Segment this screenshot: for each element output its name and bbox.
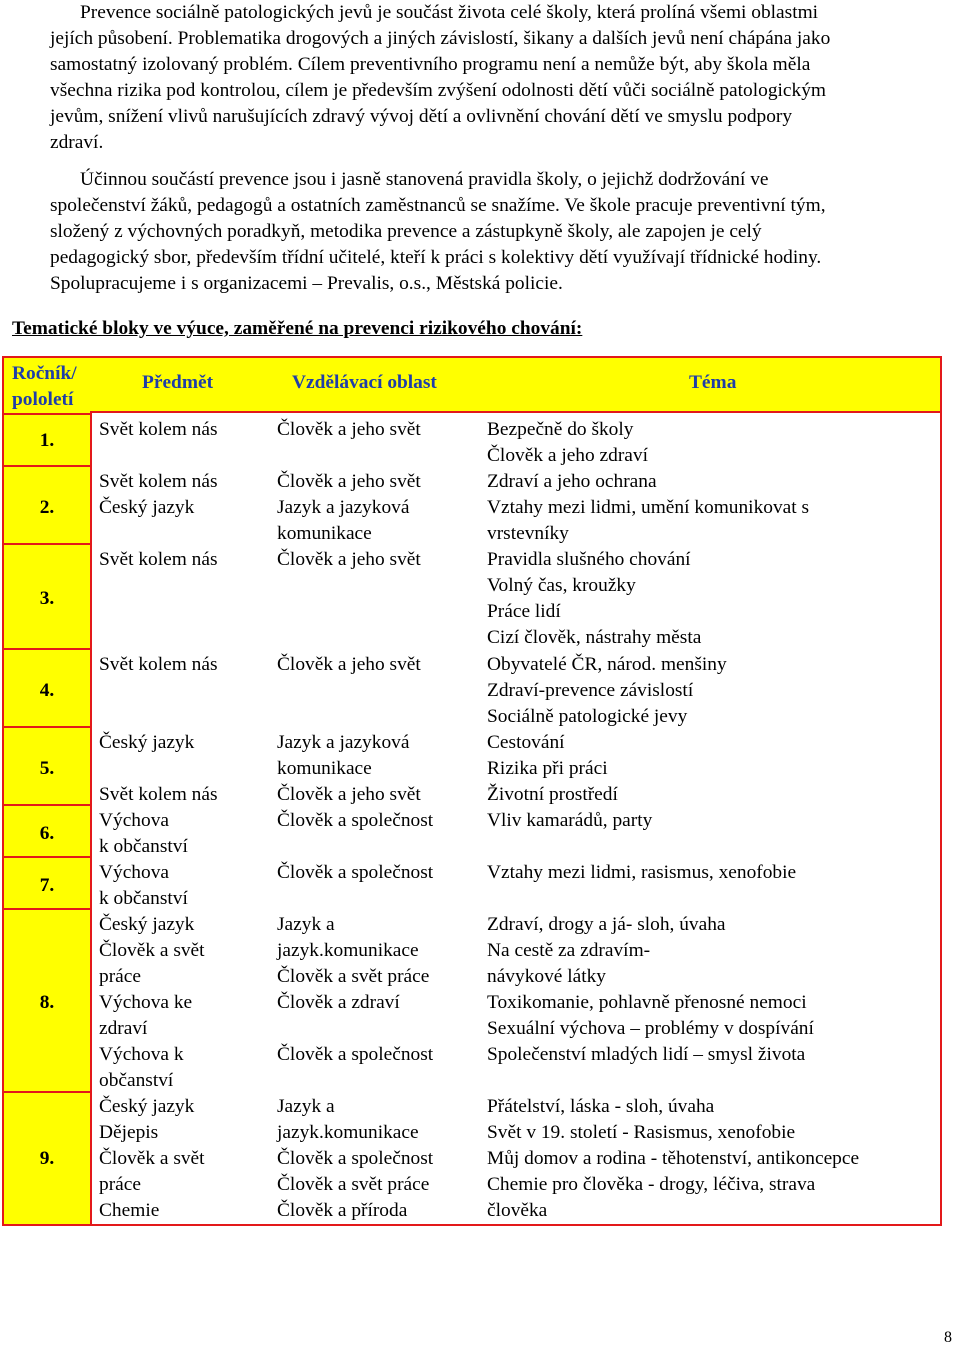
grade-label: 4. (39, 680, 55, 701)
text-line: složený z výchovných poradkyň, metodika prevence a zástupkyně školy, ale zapojen je celý (50, 221, 762, 242)
topics-table (2, 356, 942, 1226)
subject-cell: Český jazyk Člověk a svět práce Výchova ke zdraví Výchova k občanství (99, 914, 205, 1091)
topic-cell: Přátelství, láska - sloh, úvaha Svět v 19. století - Rasismus, xenofobie Můj domov a rodina - těhotenství, antikoncepce Chemie pro člověka - drogy, léčiva, strava člověka (487, 1096, 860, 1221)
subject-cell: Výchova k občanství (99, 862, 188, 909)
area-cell: Člověk a společnost (277, 810, 434, 831)
grade-divider (4, 908, 90, 910)
topic-cell: Zdraví a jeho ochrana Vztahy mezi lidmi, umění komunikovat s vrstevníky (487, 471, 810, 544)
topic-cell: Vliv kamarádů, party (487, 810, 653, 831)
prevention-paragraph (50, 167, 958, 297)
grade-divider (4, 413, 90, 415)
header-grade: Ročník/ pololetí (12, 363, 77, 410)
text-line: společenství žáků, pedagogů a ostatních zaměstnanců se snažíme. Ve škole pracuje preventivní tým, (50, 195, 826, 216)
area-cell: Člověk a jeho svět (277, 654, 421, 675)
page-number: 8 (944, 1329, 952, 1346)
text-line: zdraví. (50, 132, 104, 153)
topic-cell: Vztahy mezi lidmi, rasismus, xenofobie (487, 862, 797, 883)
area-cell: Člověk a společnost (277, 862, 434, 883)
topic-cell: Cestování Rizika při práci Životní prostředí (487, 732, 618, 805)
table-header-band (90, 358, 940, 413)
grade-label: 7. (39, 875, 55, 896)
text-line: jejích působení. Problematika drogových a jiných závislostí, šikany a dalších jevů není chápána jako (50, 28, 831, 49)
topic-cell: Obyvatelé ČR, národ. menšiny Zdraví-prevence závislostí Sociálně patologické jevy (487, 654, 727, 727)
topic-cell: Zdraví, drogy a já- sloh, úvaha Na cestě za zdravím- návykové látky Toxikomanie, pohlavně přenosné nemoci Sexuální výchova – problémy v dospívání Společenství mladých lidí – smysl života (487, 914, 814, 1065)
subject-cell: Svět kolem nás (99, 654, 218, 675)
subject-cell: Český jazyk Svět kolem nás (99, 732, 218, 805)
text-line: Spolupracujeme i s organizacemi – Prevalis, o.s., Městská policie. (50, 273, 563, 294)
grade-label: 8. (39, 992, 55, 1013)
header-topic: Téma (689, 372, 737, 393)
text-line: pedagogický sbor, především třídní učitelé, kteří k práci s kolektivy dětí využívají třídnické hodiny. (50, 247, 822, 268)
grade-divider (4, 804, 90, 806)
topic-cell: Pravidla slušného chování Volný čas, kroužky Práce lidí Cizí člověk, nástrahy města (487, 549, 702, 648)
grade-divider (4, 856, 90, 858)
grade-divider (4, 1091, 90, 1093)
subject-cell: Svět kolem nás Český jazyk (99, 471, 218, 518)
grade-label: 5. (39, 758, 55, 779)
text-line: Účinnou součástí prevence jsou i jasně stanovená pravidla školy, o jejichž dodržování ve (80, 169, 769, 190)
grade-label: 6. (39, 823, 55, 844)
header-area: Vzdělávací oblast (292, 372, 437, 393)
grade-label: 1. (39, 430, 55, 451)
grade-label: 9. (39, 1148, 55, 1169)
area-cell: Jazyk a jazyk.komunikace Člověk a společnost Člověk a svět práce Člověk a příroda (277, 1096, 434, 1221)
area-cell: Jazyk a jazyková komunikace Člověk a jeho svět (277, 732, 421, 805)
area-cell: Člověk a jeho svět (277, 419, 421, 440)
text-line: jevům, snížení vlivů narušujících zdravý vývoj dětí a ovlivnění chování dětí ve smyslu podpory (50, 106, 793, 127)
grade-column (4, 358, 92, 1224)
intro-paragraph (50, 0, 958, 156)
subject-cell: Svět kolem nás (99, 419, 218, 440)
section-heading: Tematické bloky ve výuce, zaměřené na prevenci rizikového chování: (12, 318, 583, 339)
area-cell: Člověk a jeho svět (277, 549, 421, 570)
text-line: všechna rizika pod kontrolou, cílem je především zvýšení odolnosti dětí vůči sociálně patologickým (50, 80, 826, 101)
subject-cell: Svět kolem nás (99, 549, 218, 570)
text-line: Prevence sociálně patologických jevů je součást života celé školy, která prolíná všemi oblastmi (80, 2, 819, 23)
grade-divider (4, 543, 90, 545)
area-cell: Jazyk a jazyk.komunikace Člověk a svět práce Člověk a zdraví Člověk a společnost (277, 914, 434, 1065)
subject-cell: Výchova k občanství (99, 810, 188, 857)
topic-cell: Bezpečně do školy Člověk a jeho zdraví (487, 419, 648, 466)
text-line: samostatný izolovaný problém. Cílem preventivního programu není a nemůže být, aby škola měla (50, 54, 811, 75)
header-subject: Předmět (142, 372, 214, 393)
grade-label: 2. (39, 497, 55, 518)
subject-cell: Český jazyk Dějepis Člověk a svět práce Chemie (99, 1096, 205, 1221)
grade-label: 3. (39, 588, 55, 609)
grade-divider (4, 648, 90, 650)
area-cell: Člověk a jeho svět Jazyk a jazyková komunikace (277, 471, 421, 544)
grade-divider (4, 465, 90, 467)
grade-divider (4, 726, 90, 728)
